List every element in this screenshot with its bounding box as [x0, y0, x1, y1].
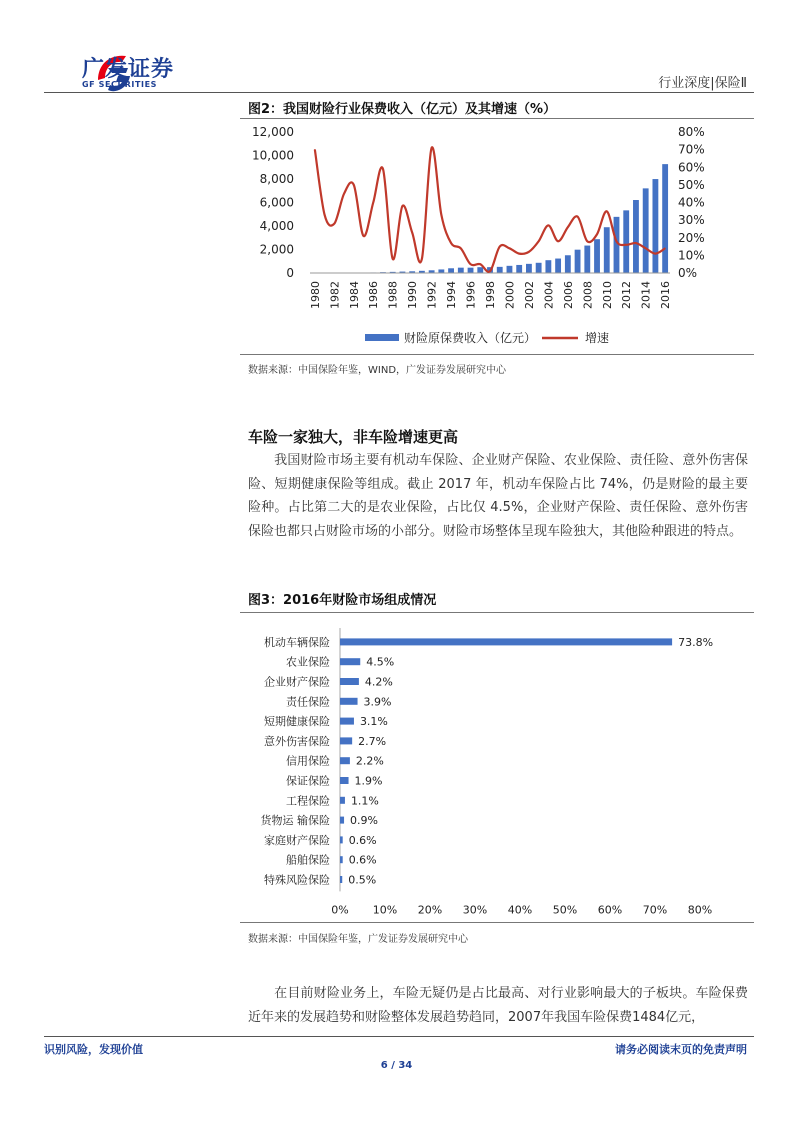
bar-value-label: 0.6% [348, 833, 377, 847]
premium-growth-chart [240, 120, 754, 352]
left-axis-tick-label: 4,000 [259, 219, 294, 233]
growth-rate-point [412, 232, 413, 233]
growth-rate-point [314, 149, 315, 150]
composition-bar [340, 856, 343, 863]
market-composition-chart [240, 622, 754, 920]
growth-rate-point [470, 264, 471, 265]
right-axis-tick-label: 70% [678, 142, 705, 157]
growth-rate-point [431, 147, 432, 148]
growth-rate-point [363, 235, 364, 236]
right-axis-tick-label: 0% [678, 266, 698, 280]
premium-bar [438, 269, 444, 273]
x-axis-tick-label: 1998 [484, 281, 497, 309]
composition-bar [340, 718, 354, 725]
bar-value-label: 4.5% [366, 655, 395, 669]
closing-paragraph [248, 982, 748, 1029]
x-axis-tick-label: 2010 [600, 281, 614, 309]
composition-bar [340, 777, 349, 784]
composition-bar [340, 876, 342, 883]
x-axis-tick-label: 1982 [328, 281, 342, 309]
left-axis-tick-label: 8,000 [259, 172, 294, 186]
growth-rate-point [538, 241, 539, 242]
x-axis-tick-label: 2006 [561, 281, 575, 309]
left-axis-tick-label: 0 [286, 266, 294, 280]
left-axis-tick-label: 2,000 [259, 242, 294, 257]
page-number: 6 / 34 [380, 1060, 413, 1071]
growth-rate-point [343, 193, 344, 194]
category-label: 船舶保险 [286, 853, 330, 867]
premium-bar [584, 246, 590, 273]
x-axis-tick-label: 2014 [639, 281, 653, 309]
figure2-top-rule [240, 118, 754, 119]
premium-bar [623, 210, 629, 273]
x-axis-tick-label: 60% [597, 903, 623, 917]
bar-value-label: 3.1% [359, 715, 388, 729]
figure3-title: 图3：2016年财险市场组成情况 [248, 593, 437, 608]
growth-rate-point [528, 251, 529, 252]
legend-line-label: 增速 [585, 331, 610, 345]
figure3-bottom-rule [240, 922, 754, 923]
figure3-source: 数据来源：中国保险年鉴，广发证券发展研究中心 [248, 934, 468, 945]
category-label: 农业保险 [286, 655, 330, 669]
growth-rate-point [626, 244, 627, 245]
x-axis-tick-label: 1994 [445, 281, 459, 309]
right-axis-tick-label: 60% [678, 160, 705, 175]
growth-rate-point [460, 248, 461, 249]
x-axis-tick-label: 50% [552, 903, 578, 917]
x-axis-tick-label: 2002 [522, 281, 536, 309]
growth-rate-point [402, 205, 403, 206]
growth-rate-point [635, 242, 636, 243]
growth-rate-point [392, 258, 393, 259]
category-label: 特殊风险保险 [264, 873, 330, 887]
closing-paragraph-text: 在目前财险业务上，车险无疑仍是占比最高、对行业影响最大的子板块。车险保费近年来的发展趋势和财险整体发展趋势趋同，2007年我国车险保费1484亿元， [248, 986, 748, 1025]
premium-bar [594, 239, 600, 273]
x-axis-tick-label: 40% [507, 903, 533, 917]
growth-rate-point [382, 168, 383, 169]
premium-bar [633, 200, 639, 273]
premium-bar [526, 264, 532, 273]
x-axis-tick-label: 1980 [308, 281, 322, 309]
x-axis-tick-label: 70% [642, 903, 668, 917]
left-axis-tick-label: 12,000 [252, 125, 294, 139]
premium-bar [652, 179, 658, 273]
x-axis-tick-label: 1992 [425, 281, 439, 309]
premium-bar [545, 260, 551, 273]
left-axis-tick-label: 10,000 [252, 148, 294, 163]
legend-bar-swatch [365, 334, 399, 341]
legend-bar-label: 财险原保费收入（亿元） [404, 331, 537, 345]
x-axis-tick-label: 2012 [620, 281, 634, 309]
figure3-top-rule [240, 612, 754, 613]
growth-rate-point [606, 211, 607, 212]
premium-bar [565, 255, 571, 273]
x-axis-tick-label: 1990 [406, 281, 420, 309]
premium-bar [468, 268, 474, 273]
bar-value-label: 2.2% [355, 754, 384, 768]
growth-rate-point [665, 248, 666, 249]
figure2-source: 数据来源：中国保险年鉴，WIND，广发证券发展研究中心 [248, 365, 507, 376]
composition-bar [340, 658, 360, 665]
growth-rate-point [567, 227, 568, 228]
figure2-bottom-rule [240, 354, 754, 355]
growth-rate-point [558, 241, 559, 242]
category-label: 货物运 输保险 [260, 814, 330, 828]
category-label: 责任保险 [286, 695, 330, 709]
growth-rate-point [421, 258, 422, 259]
x-axis-tick-label: 1986 [367, 281, 381, 309]
section-heading: 车险一家独大，非车险增速更高 [248, 428, 459, 446]
premium-bar [662, 164, 668, 273]
right-axis-tick-label: 10% [678, 248, 705, 263]
x-axis-tick-label: 2016 [659, 281, 673, 309]
bar-value-label: 3.9% [363, 695, 392, 709]
bar-value-label: 1.1% [350, 794, 379, 808]
growth-rate-point [655, 253, 656, 254]
x-axis-tick-label: 30% [462, 903, 488, 917]
right-axis-tick-label: 20% [678, 230, 705, 245]
x-axis-tick-label: 20% [417, 903, 443, 917]
bar-value-label: 4.2% [364, 675, 393, 689]
header-divider [44, 92, 754, 93]
growth-rate-point [616, 241, 617, 242]
growth-rate-point [353, 184, 354, 185]
x-axis-tick-label: 2000 [503, 281, 517, 309]
x-axis-tick-label: 1996 [464, 281, 478, 309]
bar-value-label: 1.9% [354, 774, 383, 788]
logo-text-cn: 广发证券 [82, 57, 175, 82]
growth-rate-point [509, 248, 510, 249]
growth-rate-point [334, 223, 335, 224]
x-axis-tick-label: 10% [372, 903, 398, 917]
growth-rate-point [587, 241, 588, 242]
left-axis-tick-label: 6,000 [259, 195, 294, 210]
growth-rate-line [315, 147, 665, 272]
x-axis-tick-label: 0% [331, 903, 349, 917]
category-label: 企业财产保险 [264, 675, 330, 689]
premium-bar [458, 268, 464, 273]
disclaimer-note: 请务必阅读末页的免责声明 [615, 1043, 747, 1056]
growth-rate-point [519, 253, 520, 254]
growth-rate-point [324, 214, 325, 215]
section-paragraph-text: 我国财险市场主要有机动车保险、企业财产保险、农业保险、责任险、意外伤害保险、短期健康保险等组成。截止 2017 年，机动车保险占比 74%，仍是财险的最主要险种。占比第二大的是农业保险，占比仅 4.5%，企业财产保险、责任保险、意外伤害保险也都只占财险市场的小部分。财险市场整体呈现车险独大，其他险种跟进的特点。 [248, 453, 748, 539]
category-label: 短期健康保险 [264, 715, 330, 729]
right-axis-tick-label: 50% [678, 177, 705, 192]
premium-bar [497, 267, 503, 273]
section-paragraph [248, 449, 748, 543]
premium-bar [643, 188, 649, 273]
x-axis-tick-label: 1984 [347, 281, 361, 309]
premium-bar [516, 265, 522, 273]
composition-bar [340, 757, 350, 764]
bar-value-label: 0.6% [348, 853, 377, 867]
growth-rate-point [596, 234, 597, 235]
premium-bar [555, 259, 561, 273]
right-axis-tick-label: 30% [678, 213, 705, 228]
right-axis-tick-label: 80% [678, 125, 705, 139]
footer-divider [44, 1036, 754, 1037]
category-label: 信用保险 [286, 754, 330, 768]
footer-slogan: 识别风险，发现价值 [44, 1043, 143, 1056]
bar-value-label: 0.9% [350, 814, 379, 828]
premium-bar [477, 267, 483, 273]
category-label: 工程保险 [286, 794, 330, 808]
premium-bar [575, 250, 581, 273]
right-axis-tick-label: 40% [678, 195, 705, 210]
category-label: 保证保险 [286, 774, 330, 788]
growth-rate-point [489, 271, 490, 272]
logo-text-en: GF SECURITIES [82, 80, 158, 89]
premium-bar [448, 268, 454, 273]
growth-rate-point [373, 202, 374, 203]
x-axis-tick-label: 1988 [386, 281, 400, 309]
composition-bar [340, 817, 344, 824]
x-axis-tick-label: 2008 [581, 281, 595, 309]
composition-bar [340, 737, 352, 744]
category-label: 机动车辆保险 [264, 635, 330, 649]
composition-bar [340, 678, 359, 685]
growth-rate-point [441, 214, 442, 215]
figure2-title: 图2：我国财险行业保费收入（亿元）及其增速（%） [248, 102, 557, 117]
report-category: 行业深度|保险Ⅱ [658, 76, 747, 91]
category-label: 家庭财产保险 [264, 833, 330, 847]
growth-rate-point [480, 264, 481, 265]
x-axis-tick-label: 2004 [542, 281, 556, 309]
growth-rate-point [548, 225, 549, 226]
growth-rate-point [499, 246, 500, 247]
category-label: 意外伤害保险 [264, 734, 330, 748]
premium-bar [604, 227, 610, 273]
composition-bar [340, 698, 358, 705]
premium-bar [536, 263, 542, 273]
premium-bar [507, 266, 513, 273]
x-axis-tick-label: 80% [687, 903, 713, 917]
bar-value-label: 73.8% [678, 635, 714, 649]
composition-bar [340, 797, 345, 804]
bar-value-label: 2.7% [358, 734, 387, 748]
growth-rate-point [577, 216, 578, 217]
composition-bar [340, 836, 343, 843]
bar-value-label: 0.5% [348, 873, 377, 887]
growth-rate-point [645, 248, 646, 249]
composition-bar [340, 638, 672, 645]
growth-rate-point [450, 242, 451, 243]
